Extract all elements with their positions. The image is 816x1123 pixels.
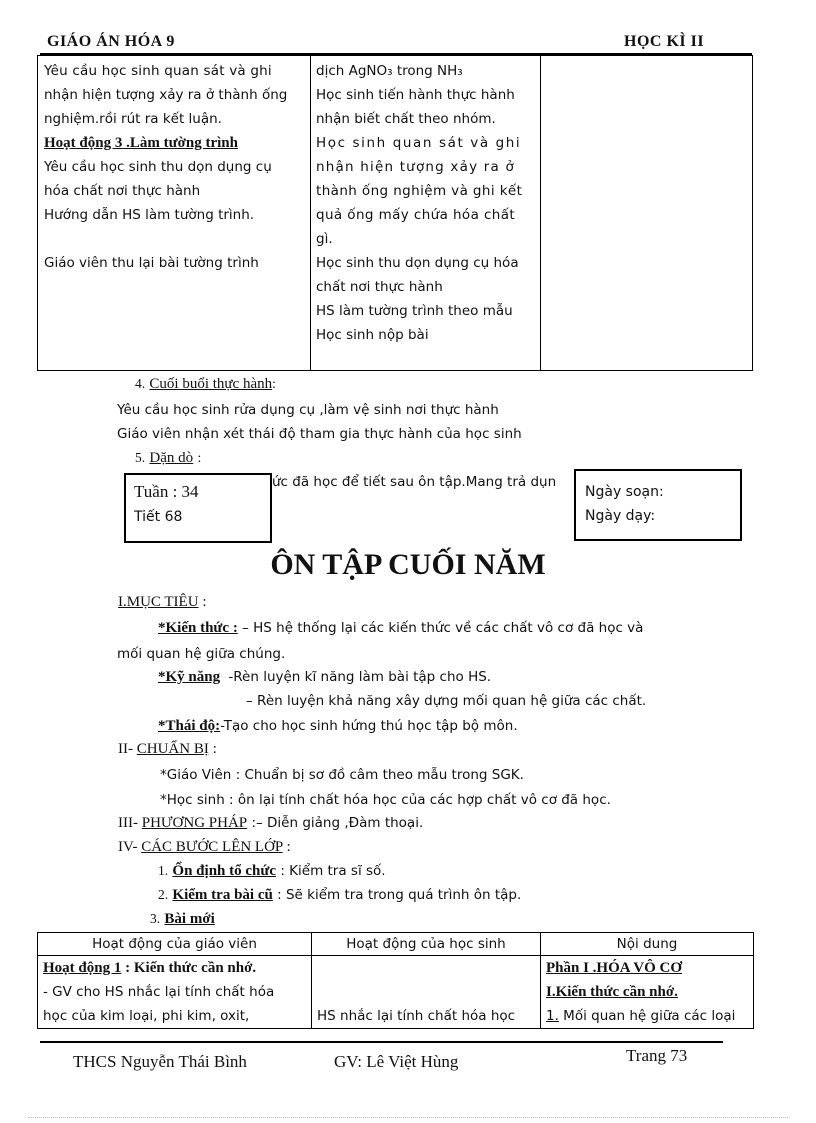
section-4-line: Giáo viên nhận xét thái độ tham gia thực hành của học sinh bbox=[117, 426, 522, 442]
section-5-number: 5. bbox=[135, 450, 146, 465]
knowledge-to-remember: I.Kiến thức cần nhớ. bbox=[546, 984, 678, 1000]
table1-teacher-column bbox=[44, 59, 306, 275]
footer-teacher: GV: Lê Việt Hùng bbox=[334, 1052, 459, 1071]
period-label: Tiết 68 bbox=[134, 509, 183, 525]
table2-header-row bbox=[38, 933, 754, 956]
table2-header-student: Hoạt động của học sinh bbox=[312, 933, 541, 956]
t1-teacher-line bbox=[44, 227, 306, 251]
t1-teacher-line: nghiệm.rồi rút ra kết luận. bbox=[44, 111, 222, 127]
skill-line-2: – Rèn luyện khả năng xây dựng mối quan hệ giữa các chất. bbox=[246, 693, 647, 709]
t1-student-line: dịch AgNO₃ trong NH₃ bbox=[316, 63, 463, 79]
knowledge-text: – HS hệ thống lại các kiến thức về các chất vô cơ đã học và bbox=[237, 620, 644, 636]
section-4-line: Yêu cầu học sinh rửa dụng cụ ,làm vệ sinh nơi thực hành bbox=[117, 402, 499, 418]
table1-divider-2 bbox=[540, 56, 541, 370]
step-1-label: Ổn định tổ chức bbox=[172, 863, 277, 879]
attitude-label: *Thái độ: bbox=[158, 718, 221, 734]
table2-content-cell bbox=[541, 956, 754, 1029]
teaching-date-label: Ngày dạy: bbox=[585, 508, 656, 524]
t1-student-line: thành ống nghiệm và ghi kết bbox=[316, 183, 523, 199]
t1-teacher-line: Hướng dẫn HS làm tường trình. bbox=[44, 207, 255, 223]
step-1-number: 1. bbox=[158, 863, 169, 878]
section-5-title: Dặn dò bbox=[149, 450, 194, 466]
table2-row bbox=[38, 956, 754, 1029]
t1-teacher-line: Yêu cầu học sinh thu dọn dụng cụ bbox=[44, 159, 272, 175]
activity-1-title: : Kiến thức cần nhớ. bbox=[121, 960, 257, 976]
attitude-line bbox=[158, 718, 518, 735]
t1-student-line: quả ống mấy chứa hóa chất bbox=[316, 207, 516, 223]
skill-text: -Rèn luyện kĩ năng làm bài tập cho HS. bbox=[228, 669, 492, 685]
table2-header-teacher: Hoạt động của giáo viên bbox=[38, 933, 312, 956]
week-label: Tuần : 34 bbox=[134, 482, 199, 501]
t1-student-line: Học sinh tiến hành thực hành bbox=[316, 87, 515, 103]
header-right: HỌC KÌ II bbox=[624, 33, 705, 50]
header-left: GIÁO ÁN HÓA 9 bbox=[47, 33, 175, 50]
steps-heading bbox=[118, 839, 291, 856]
steps-prefix: IV- bbox=[118, 839, 142, 855]
objectives-heading bbox=[118, 594, 206, 611]
lesson-activity-table bbox=[37, 932, 754, 1029]
week-box bbox=[124, 473, 272, 543]
footer-page-number: Trang 73 bbox=[626, 1046, 688, 1065]
steps-title: CÁC BƯỚC LÊN LỚP bbox=[141, 839, 283, 855]
t1-student-line: HS làm tường trình theo mẫu bbox=[316, 303, 513, 319]
method-line bbox=[118, 815, 423, 832]
student-cell-line: HS nhắc lại tính chất hóa học bbox=[317, 1008, 516, 1024]
teacher-cell-line: học của kim loại, phi kim, oxit, bbox=[43, 1008, 250, 1024]
step-2-text: : Sẽ kiểm tra trong quá trình ôn tập. bbox=[272, 887, 522, 903]
preparation-teacher: *Giáo Viên : Chuẩn bị sơ đồ câm theo mẫu trong SGK. bbox=[160, 767, 524, 783]
date-box bbox=[574, 469, 742, 541]
prepared-date-label: Ngày soạn: bbox=[585, 484, 664, 500]
table1-divider-1 bbox=[310, 56, 311, 370]
table2-teacher-cell bbox=[38, 956, 312, 1029]
t1-student-line: nhận biết chất theo nhóm. bbox=[316, 111, 496, 127]
content-item-text: Mối quan hệ giữa các loại bbox=[558, 1008, 736, 1024]
activity-table-continued bbox=[37, 55, 753, 371]
steps-colon: : bbox=[282, 839, 291, 855]
table2-student-cell bbox=[312, 956, 541, 1029]
table2-header-content: Nội dung bbox=[541, 933, 754, 956]
t1-student-line: Học sinh nộp bài bbox=[316, 327, 429, 343]
t1-teacher-line: Giáo viên thu lại bài tường trình bbox=[44, 255, 259, 271]
footer-school: THCS Nguyễn Thái Bình bbox=[73, 1052, 247, 1071]
skill-label: *Kỹ năng bbox=[158, 669, 221, 685]
t1-student-line: Học sinh quan sát và ghi bbox=[316, 135, 522, 151]
preparation-colon: : bbox=[208, 741, 217, 757]
table1-student-column bbox=[316, 59, 536, 347]
t1-teacher-line: Yêu cầu học sinh quan sát và ghi bbox=[44, 63, 272, 79]
method-title: PHƯƠNG PHÁP bbox=[141, 815, 248, 831]
objectives-title: I.MỤC TIÊU bbox=[118, 594, 199, 610]
attitude-text: -Tạo cho học sinh hứng thú học tập bộ môn. bbox=[220, 718, 518, 734]
section-4-title: Cuối buổi thực hành bbox=[149, 376, 273, 392]
part-1-heading: Phần I .HÓA VÔ CƠ bbox=[546, 960, 683, 976]
t1-teacher-line: nhận hiện tượng xảy ra ở thành ống bbox=[44, 87, 288, 103]
step-2-label: Kiểm tra bài cũ bbox=[172, 887, 273, 903]
step-2-line bbox=[158, 887, 521, 904]
page-bottom-border bbox=[28, 1117, 788, 1118]
objectives-colon: : bbox=[202, 594, 207, 610]
activity-3-heading: Hoạt động 3 .Làm tường trình bbox=[44, 135, 238, 151]
method-prefix: III- bbox=[118, 815, 142, 831]
t1-student-line: gì. bbox=[316, 231, 333, 247]
t1-teacher-line: hóa chất nơi thực hành bbox=[44, 183, 201, 199]
section-5-colon: : bbox=[197, 450, 202, 465]
preparation-title: CHUẨN BỊ bbox=[136, 741, 209, 757]
teacher-cell-line: - GV cho HS nhắc lại tính chất hóa bbox=[43, 984, 275, 1000]
preparation-student: *Học sinh : ôn lại tính chất hóa học của các hợp chất vô cơ đã học. bbox=[160, 792, 611, 808]
step-2-number: 2. bbox=[158, 887, 169, 902]
step-3-line bbox=[150, 911, 215, 928]
footer-rule bbox=[40, 1041, 723, 1043]
step-1-text: : Kiểm tra sĩ số. bbox=[276, 863, 386, 879]
content-item-number: 1. bbox=[546, 1008, 559, 1024]
t1-student-line: Học sinh thu dọn dụng cụ hóa bbox=[316, 255, 519, 271]
preparation-prefix: II- bbox=[118, 741, 137, 757]
skill-line bbox=[158, 669, 491, 686]
step-3-number: 3. bbox=[150, 911, 161, 926]
t1-student-line: nhận hiện tượng xảy ra ở bbox=[316, 159, 515, 175]
knowledge-line-2: mối quan hệ giữa chúng. bbox=[117, 646, 286, 662]
step-1-line bbox=[158, 863, 386, 880]
section-5-partial-line: ức đã học để tiết sau ôn tập.Mang trả dụn bbox=[272, 474, 557, 490]
activity-1-label: Hoạt động 1 bbox=[43, 960, 122, 976]
section-4-number: 4. bbox=[135, 376, 146, 391]
section-4-heading bbox=[135, 376, 276, 393]
step-3-label: Bài mới bbox=[164, 911, 215, 927]
page-title: ÔN TẬP CUỐI NĂM bbox=[270, 548, 546, 581]
section-5-heading bbox=[135, 450, 201, 467]
knowledge-line bbox=[158, 620, 643, 637]
preparation-heading bbox=[118, 741, 217, 758]
t1-student-line: chất nơi thực hành bbox=[316, 279, 443, 295]
method-text: :– Diễn giảng ,Đàm thoại. bbox=[247, 815, 424, 831]
knowledge-label: *Kiến thức : bbox=[158, 620, 238, 636]
section-4-colon: : bbox=[272, 376, 276, 391]
